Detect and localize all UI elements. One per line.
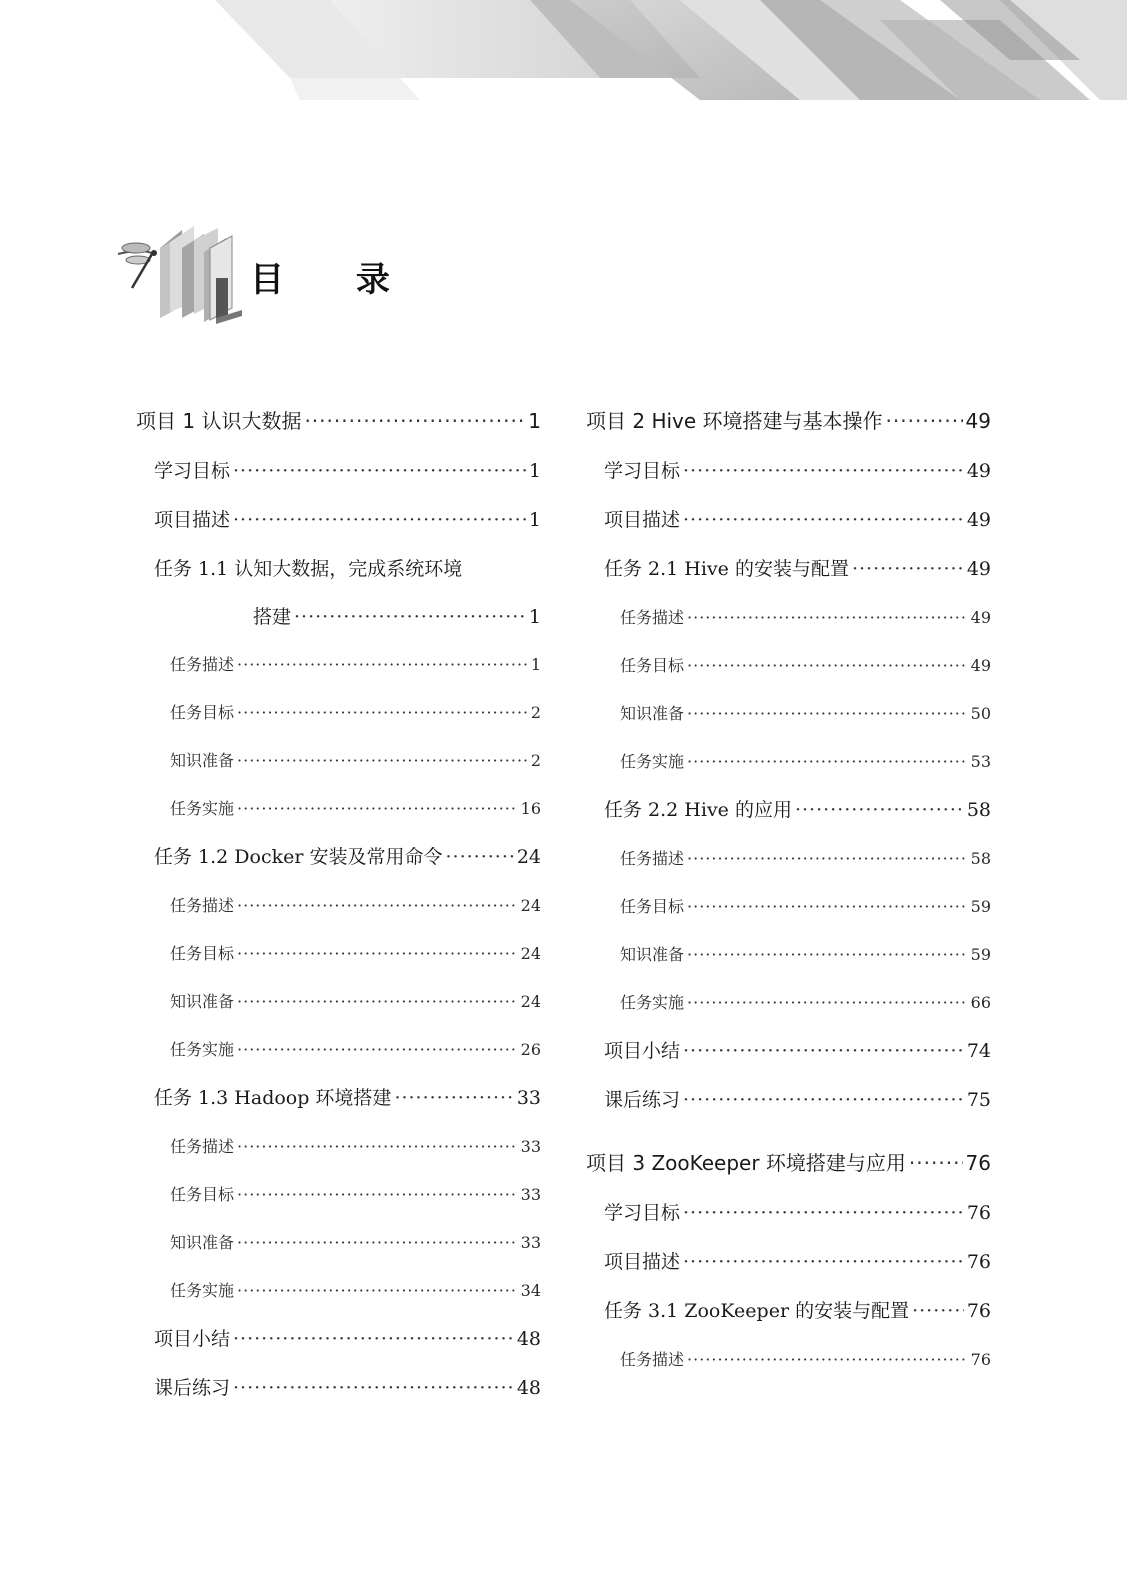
toc-subentry[interactable] (586, 883, 991, 931)
toc-entry-label: 任务实施 (620, 993, 685, 1012)
toc-page-number: 24 (520, 944, 541, 963)
toc-entry-label: 项目描述 (604, 509, 681, 531)
toc-subentry[interactable] (586, 738, 991, 786)
toc-page-number: 33 (520, 1233, 541, 1252)
toc-subentry[interactable] (586, 1336, 991, 1384)
toc-entry-label: 知识准备 (170, 992, 235, 1011)
toc-page-number: 33 (516, 1087, 541, 1109)
toc-page-number: 66 (970, 993, 991, 1012)
toc-page-number: 76 (966, 1251, 991, 1273)
toc-subentry[interactable] (136, 1219, 541, 1267)
toc-learning-goals[interactable] (586, 1189, 991, 1238)
toc-right-column (586, 395, 991, 1384)
toc-page-number: 59 (970, 897, 991, 916)
toc-subentry[interactable] (136, 978, 541, 1026)
toc-page-number: 49 (966, 460, 991, 482)
toc-entry-label: 知识准备 (170, 1233, 235, 1252)
toc-exercises[interactable] (136, 1364, 541, 1413)
toc-page-number: 49 (970, 608, 991, 627)
toc-entry-label: 搭建 (253, 606, 292, 628)
toc-entry-label: 任务 1.1 认知大数据，完成系统环境 (154, 558, 463, 580)
toc-entry-label: 任务 1.2 Docker 安装及常用命令 (154, 846, 443, 868)
toc-entry-label: 任务目标 (620, 897, 685, 916)
toc-entry-label: 任务 2.1 Hive 的安装与配置 (604, 558, 849, 580)
toc-task-1-2[interactable] (136, 833, 541, 882)
toc-page-number: 75 (966, 1089, 991, 1111)
toc-page-number: 76 (970, 1350, 991, 1369)
toc-page-number: 2 (530, 703, 541, 722)
toc-entry-label: 任务实施 (170, 799, 235, 818)
toc-page-number: 49 (965, 409, 991, 433)
toc-entry-label: 项目描述 (604, 1251, 681, 1273)
toc-project-description[interactable] (586, 1238, 991, 1287)
toc-title: 目 录 (250, 260, 420, 300)
toc-page-number: 33 (520, 1185, 541, 1204)
toc-entry-label: 任务描述 (170, 896, 235, 915)
toc-page-number: 26 (520, 1040, 541, 1059)
toc-entry-label: 任务描述 (170, 1137, 235, 1156)
toc-project-3[interactable] (586, 1137, 991, 1189)
toc-page-number: 58 (966, 799, 991, 821)
toc-entry-label: 学习目标 (604, 460, 681, 482)
toc-learning-goals[interactable] (136, 447, 541, 496)
toc-page-number: 49 (970, 656, 991, 675)
toc-entry-label: 任务描述 (620, 608, 685, 627)
toc-exercises[interactable] (586, 1076, 991, 1125)
toc-subentry[interactable] (586, 931, 991, 979)
toc-page-number: 74 (966, 1040, 991, 1062)
toc-subentry[interactable] (136, 930, 541, 978)
toc-task-1-1-line1[interactable] (136, 545, 541, 594)
toc-subentry[interactable] (136, 737, 541, 785)
toc-entry-label: 项目小结 (154, 1328, 231, 1350)
toc-entry-label: 任务目标 (170, 1185, 235, 1204)
toc-subentry[interactable] (136, 1123, 541, 1171)
toc-entry-label: 任务描述 (620, 849, 685, 868)
toc-subentry[interactable] (586, 594, 991, 642)
toc-page-number: 34 (520, 1281, 541, 1300)
toc-entry-label: 任务实施 (170, 1040, 235, 1059)
toc-entry-label: 任务 3.1 ZooKeeper 的安装与配置 (604, 1300, 910, 1322)
toc-learning-goals[interactable] (586, 447, 991, 496)
toc-entry-label: 学习目标 (154, 460, 231, 482)
toc-entry-label: 学习目标 (604, 1202, 681, 1224)
toc-page-number: 1 (528, 509, 541, 531)
toc-project-summary[interactable] (586, 1027, 991, 1076)
toc-subentry[interactable] (136, 1026, 541, 1074)
toc-left-column (136, 395, 541, 1413)
toc-page-number: 58 (970, 849, 991, 868)
toc-entry-label: 知识准备 (620, 945, 685, 964)
toc-entry-label: 任务 1.3 Hadoop 环境搭建 (154, 1087, 392, 1109)
toc-entry-label: 课后练习 (604, 1089, 681, 1111)
toc-page-number: 48 (516, 1328, 541, 1350)
toc-entry-label: 任务目标 (170, 703, 235, 722)
toc-entry-label: 任务目标 (170, 944, 235, 963)
toc-subentry[interactable] (136, 1267, 541, 1315)
toc-entry-label: 项目小结 (604, 1040, 681, 1062)
toc-project-summary[interactable] (136, 1315, 541, 1364)
toc-task-1-3[interactable] (136, 1074, 541, 1123)
toc-entry-label: 项目 1 认识大数据 (136, 409, 302, 433)
toc-entry-label: 课后练习 (154, 1377, 231, 1399)
toc-entry-label: 项目描述 (154, 509, 231, 531)
toc-page-number: 1 (528, 606, 541, 628)
toc-page-number: 50 (970, 704, 991, 723)
toc-task-2-1[interactable] (586, 545, 991, 594)
toc-entry-label: 知识准备 (170, 751, 235, 770)
toc-page-number: 76 (965, 1151, 991, 1175)
toc-page-number: 1 (528, 460, 541, 482)
toc-entry-label: 任务描述 (170, 655, 235, 674)
toc-subentry[interactable] (136, 882, 541, 930)
toc-subentry[interactable] (136, 785, 541, 833)
toc-page-number: 48 (516, 1377, 541, 1399)
toc-subentry[interactable] (136, 1171, 541, 1219)
toc-page-number: 16 (520, 799, 541, 818)
toc-entry-label: 项目 3 ZooKeeper 环境搭建与应用 (586, 1151, 906, 1175)
toc-page-number: 1 (528, 409, 541, 433)
toc-page-number: 76 (966, 1202, 991, 1224)
toc-task-1-1-line2[interactable] (136, 594, 541, 641)
toc-subentry[interactable] (136, 641, 541, 689)
toc-project-2[interactable] (586, 395, 991, 447)
toc-page-number: 2 (530, 751, 541, 770)
toc-subentry[interactable] (586, 690, 991, 738)
toc-page-number: 49 (966, 558, 991, 580)
toc-entry-label: 任务实施 (170, 1281, 235, 1300)
toc-subentry[interactable] (586, 979, 991, 1027)
toc-page-number: 33 (520, 1137, 541, 1156)
toc-page-number: 59 (970, 945, 991, 964)
toc-subentry[interactable] (136, 689, 541, 737)
dragonfly-icon (118, 243, 157, 288)
toc-project-1[interactable] (136, 395, 541, 447)
toc-subentry[interactable] (586, 642, 991, 690)
toc-entry-label: 任务目标 (620, 656, 685, 675)
header-decoration (0, 0, 1127, 100)
toc-entry-label: 知识准备 (620, 704, 685, 723)
toc-page-number: 1 (530, 655, 541, 674)
toc-page-number: 76 (966, 1300, 991, 1322)
toc-page-number: 53 (970, 752, 991, 771)
toc-task-2-2[interactable] (586, 786, 991, 835)
toc-entry-label: 项目 2 Hive 环境搭建与基本操作 (586, 409, 883, 433)
toc-page-number: 24 (520, 896, 541, 915)
toc-entry-label: 任务实施 (620, 752, 685, 771)
toc-entry-label: 任务描述 (620, 1350, 685, 1369)
toc-page-number: 24 (520, 992, 541, 1011)
toc-subentry[interactable] (586, 835, 991, 883)
toc-page-number: 49 (966, 509, 991, 531)
toc-entry-label: 任务 2.2 Hive 的应用 (604, 799, 792, 821)
toc-page-number: 24 (516, 846, 541, 868)
toc-project-description[interactable] (586, 496, 991, 545)
toc-task-3-1[interactable] (586, 1287, 991, 1336)
toc-project-description[interactable] (136, 496, 541, 545)
